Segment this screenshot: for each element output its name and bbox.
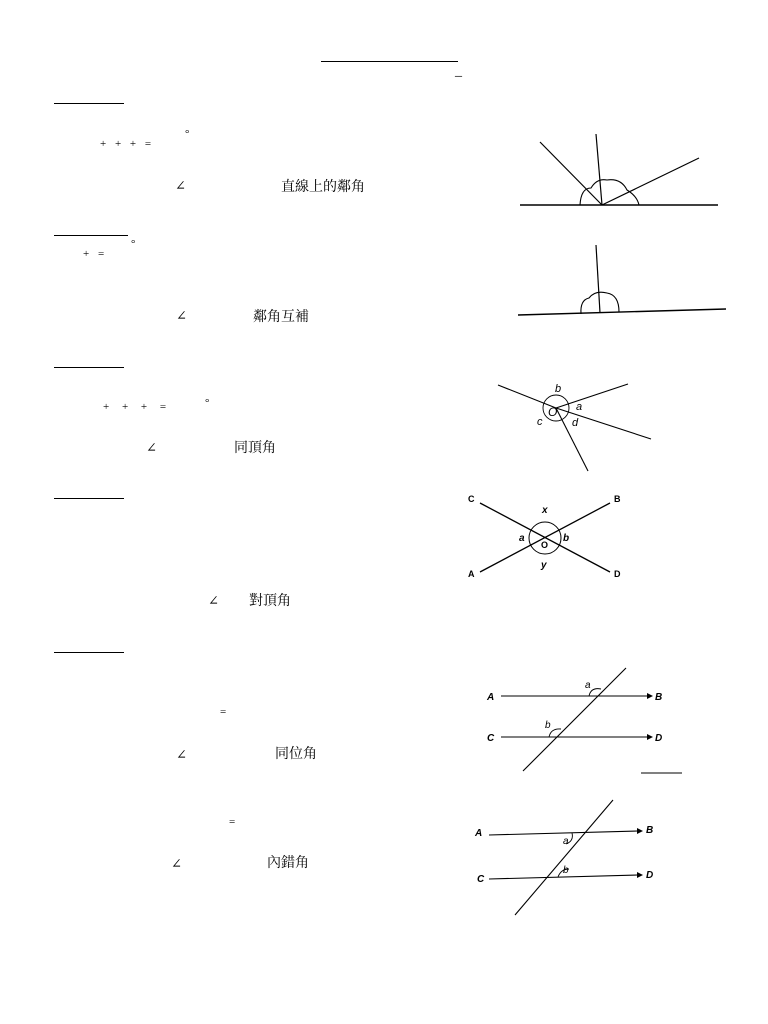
section5-part1-angle-symbol: ∠: [176, 747, 187, 762]
label-C: C: [468, 494, 475, 504]
diagram-alternate-interior-angles: [470, 795, 680, 920]
label-A: A: [475, 828, 483, 839]
label-a: a: [563, 836, 569, 847]
label-O: O: [541, 540, 549, 550]
diagram-corresponding-angles: [483, 665, 683, 775]
section2-heading-line: [54, 235, 128, 236]
label-B: B: [655, 692, 663, 703]
label-A: A: [468, 569, 475, 579]
title-dash: _: [455, 64, 462, 79]
section3-formula: + + + =: [103, 401, 167, 413]
label-d: d: [572, 417, 579, 429]
diagram-angles-at-a-point: [490, 365, 660, 485]
diagram-adjacent-angles-on-line: [515, 130, 725, 220]
section5-part1-label: 同位角: [275, 746, 317, 762]
section5-heading-line: [54, 652, 124, 653]
section1-label: 直線上的鄰角: [281, 179, 365, 195]
section3-label: 同頂角: [234, 440, 276, 456]
label-b: b: [545, 720, 551, 731]
section2-degree: °: [131, 238, 136, 250]
section3-angle-symbol: ∠: [146, 440, 157, 455]
label-a: a: [585, 680, 591, 691]
section2-formula: + =: [83, 248, 105, 260]
label-D: D: [655, 733, 663, 744]
section1-formula: + + + =: [100, 138, 152, 150]
section4-angle-symbol: ∠: [208, 593, 219, 608]
section1-heading-line: [54, 103, 124, 104]
label-b: b: [563, 865, 569, 876]
section3-degree: °: [205, 397, 210, 409]
label-O: O: [548, 405, 558, 419]
label-D: D: [614, 569, 621, 579]
section4-label: 對頂角: [249, 593, 291, 609]
diagram-vertical-angles: [460, 490, 660, 590]
label-c: c: [537, 416, 543, 428]
section1-angle-symbol: ∠: [175, 178, 186, 193]
section5-part2-label: 內錯角: [267, 855, 309, 871]
label-a: a: [576, 401, 583, 413]
section5-part2-angle-symbol: ∠: [171, 856, 182, 871]
label-C: C: [487, 733, 495, 744]
section2-label: 鄰角互補: [253, 309, 309, 325]
label-C: C: [477, 874, 485, 885]
label-a: a: [519, 533, 525, 544]
section4-heading-line: [54, 498, 124, 499]
section1-degree: °: [185, 128, 190, 140]
label-x: x: [542, 505, 548, 516]
section5-part2-equals: =: [229, 816, 236, 828]
label-B: B: [614, 494, 621, 504]
label-D: D: [646, 870, 654, 881]
section3-heading-line: [54, 367, 124, 368]
section5-part1-equals: =: [220, 706, 227, 718]
diagram-supplementary-adjacent-angles: [515, 242, 730, 322]
label-A: A: [487, 692, 495, 703]
label-y: y: [541, 560, 547, 571]
title-underline: [321, 61, 458, 62]
label-B: B: [646, 825, 654, 836]
section2-angle-symbol: ∠: [176, 308, 187, 323]
label-b: b: [563, 533, 570, 544]
label-b: b: [555, 383, 562, 395]
